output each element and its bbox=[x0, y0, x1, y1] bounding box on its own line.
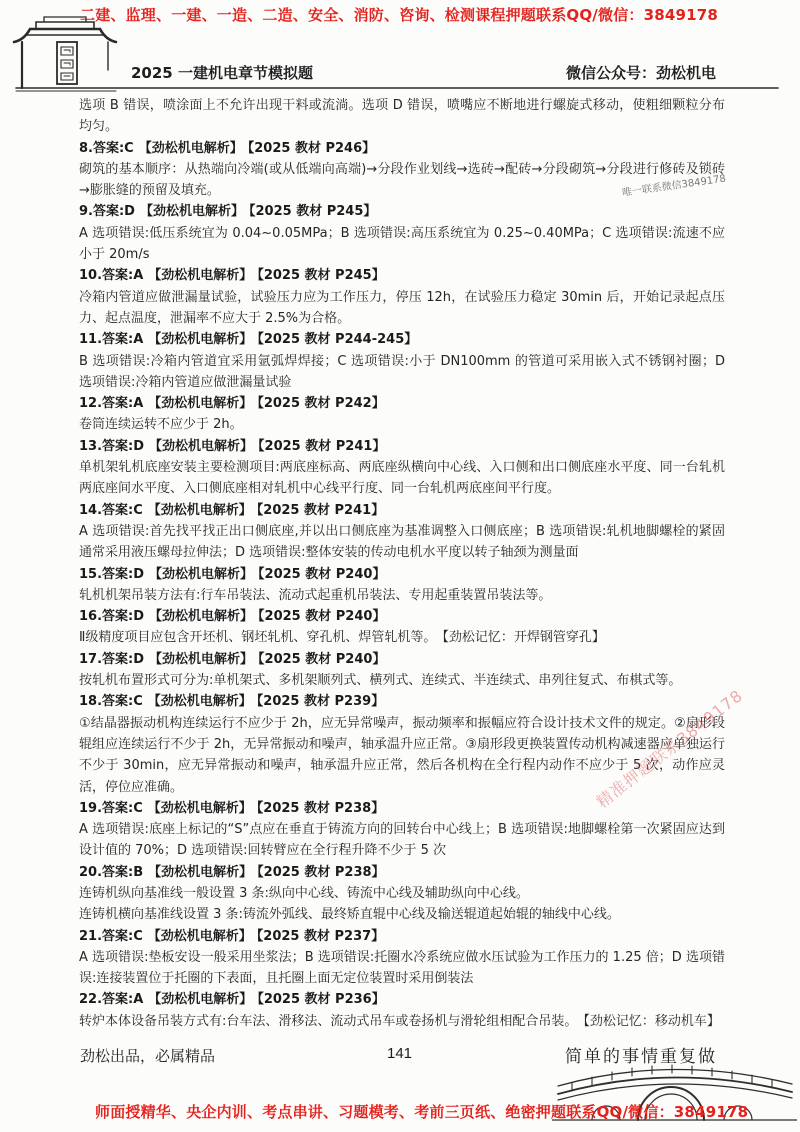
textbook-ref: 【2025 教材 P238】 bbox=[257, 864, 385, 880]
answer-label: 21.答案:C bbox=[79, 928, 143, 944]
answer-label: 18.答案:C bbox=[79, 694, 143, 710]
intro-text: 选项 B 错误，喷涂面上不允许出现干料或流淌。选项 D 错误，喷嘴应不断地进行螺旋式移动，使粗细颗粒分布均匀。 bbox=[79, 98, 725, 135]
textbook-ref: 【2025 教材 P245】 bbox=[257, 268, 385, 284]
intro-paragraph bbox=[79, 95, 725, 138]
watermark-diagonal: 精准押题联系3849178 bbox=[592, 685, 747, 812]
answer-explanation bbox=[79, 351, 725, 394]
answer-heading bbox=[79, 138, 725, 159]
textbook-ref: 【2025 教材 P242】 bbox=[257, 396, 385, 412]
top-promo-banner: 二建、监理、一建、一造、二造、安全、消防、咨询、检测课程押题联系QQ/微信：3849178 bbox=[80, 6, 719, 24]
answer-heading bbox=[79, 862, 725, 883]
analysis-tag: 【劲松机电解析】 bbox=[147, 694, 252, 710]
answer-heading bbox=[79, 436, 725, 457]
explanation-text: B 选项错误:冷箱内管道宜采用氩弧焊焊接；C 选项错误:小于 DN100mm 的管道可采用嵌入式不锈钢衬圈；D 选项错误:冷箱内管道应做泄漏量试验 bbox=[79, 353, 725, 390]
answer-block bbox=[79, 798, 725, 862]
answer-block bbox=[79, 564, 725, 607]
textbook-ref: 【2025 教材 P240】 bbox=[258, 609, 386, 625]
analysis-tag: 【劲松机电解析】 bbox=[148, 268, 253, 284]
answer-explanation bbox=[79, 904, 725, 925]
answer-label: 20.答案:B bbox=[79, 864, 144, 880]
textbook-ref: 【2025 教材 P239】 bbox=[256, 694, 385, 710]
answer-block bbox=[79, 862, 725, 926]
analysis-tag: 【劲松机电解析】 bbox=[147, 928, 252, 944]
answer-block bbox=[79, 649, 725, 692]
answer-label: 22.答案:A bbox=[79, 992, 144, 1008]
textbook-ref: 【2025 教材 P238】 bbox=[256, 800, 385, 816]
answer-block bbox=[79, 436, 725, 500]
bottom-promo-banner: 师面授精华、央企内训、考点串讲、习题模考、考前三页纸、绝密押题联系QQ/微信：3849178 bbox=[95, 1103, 749, 1121]
analysis-tag: 【劲松机电解析】 bbox=[138, 140, 243, 156]
explanation-text: 按轧机布置形式可分为:单机架式、多机架顺列式、横列式、连续式、半连续式、串列往复式、布棋式等。 bbox=[79, 673, 682, 689]
textbook-ref: 【2025 教材 P236】 bbox=[257, 992, 385, 1008]
textbook-ref: 【2025 教材 P241】 bbox=[256, 502, 385, 518]
answer-block bbox=[79, 393, 725, 436]
page-title: 2025 一建机电章节模拟题 bbox=[131, 64, 313, 82]
answer-block bbox=[79, 201, 725, 265]
answer-heading bbox=[79, 329, 725, 350]
analysis-tag: 【劲松机电解析】 bbox=[148, 396, 253, 412]
answer-explanation bbox=[79, 627, 725, 648]
answer-label: 17.答案:D bbox=[79, 651, 145, 667]
answer-label: 16.答案:D bbox=[79, 609, 145, 625]
analysis-tag: 【劲松机电解析】 bbox=[148, 864, 253, 880]
analysis-tag: 【劲松机电解析】 bbox=[147, 800, 252, 816]
explanation-text: A 选项错误:首先找平找正出口侧底座,并以出口侧底座为基准调整入口侧底座；B 选项错误:轧机地脚螺栓的紧固通常采用液压螺母拉伸法；D 选项错误:整体安装的传动电机水平度以转子轴颈为测量面 bbox=[79, 523, 725, 561]
textbook-ref: 【2025 教材 P240】 bbox=[258, 566, 386, 582]
answer-explanation bbox=[79, 883, 725, 904]
answer-heading bbox=[79, 989, 725, 1010]
answer-block bbox=[79, 329, 725, 393]
analysis-tag: 【劲松机电解析】 bbox=[139, 204, 244, 220]
answer-heading bbox=[79, 564, 725, 585]
explanation-text: 砌筑的基本顺序：从热端向冷端(或从低端向高端)→分段作业划线→选砖→配砖→分段砌筑→分段进行修砖及锁砖→膨胀缝的预留及填充。 bbox=[79, 161, 725, 199]
analysis-tag: 【劲松机电解析】 bbox=[147, 502, 252, 518]
analysis-tag: 【劲松机电解析】 bbox=[149, 566, 254, 582]
answer-explanation bbox=[79, 1011, 725, 1032]
explanation-text: A 选项错误:底座上标记的“S”点应在垂直于铸流方向的回转台中心线上；B 选项错误:地脚螺栓第一次紧固应达到设计值的 70%；D 选项错误:回转臂应在全行程升降不少于 5 次 bbox=[79, 822, 725, 859]
textbook-ref: 【2025 教材 P246】 bbox=[247, 140, 376, 156]
answer-label: 11.答案:A bbox=[79, 332, 144, 348]
answer-block bbox=[79, 500, 725, 564]
explanation-text: 单机架轧机底座安装主要检测项目:两底座标高、两底座纵横向中心线、入口侧和出口侧底座水平度、同一台轧机两底座间水平度、入口侧底座相对轧机中心线平行度、同一台轧机两底座间平行度。 bbox=[79, 460, 725, 497]
analysis-tag: 【劲松机电解析】 bbox=[149, 651, 254, 667]
answer-explanation bbox=[79, 287, 725, 330]
explanation-text: ①结晶器振动机构连续运行不应少于 2h，应无异常噪声，振动频率和振幅应符合设计技术文件的规定。②扇形段辊组应连续运行不少于 2h，无异常振动和噪声，轴承温升应正常。③扇形段更换装置传动机构减速器应单独运行不少于 30min，应无异常振动和噪声，轴承温升应正常，然后各机构在全行程内动作不应少于 5 次，动作应灵活，停位应准确。 bbox=[79, 715, 725, 795]
answer-label: 9.答案:D bbox=[79, 204, 135, 220]
textbook-ref: 【2025 教材 P245】 bbox=[249, 204, 377, 220]
answer-explanation bbox=[79, 521, 725, 564]
page-number: 141 bbox=[387, 1045, 413, 1062]
analysis-tag: 【劲松机电解析】 bbox=[148, 332, 253, 348]
explanation-text: 冷箱内管道应做泄漏量试验，试验压力应为工作压力，停压 12h，在试验压力稳定 30min 后，开始记录起点压力、起点温度，泄漏率不应大于 2.5%为合格。 bbox=[79, 289, 725, 326]
explanation-text: 连铸机横向基准线设置 3 条:铸流外弧线、最终矫直辊中心线及输送辊道起始辊的轴线中心线。 bbox=[79, 907, 620, 923]
analysis-tag: 【劲松机电解析】 bbox=[149, 438, 254, 454]
analysis-tag: 【劲松机电解析】 bbox=[149, 609, 254, 625]
answer-heading bbox=[79, 265, 725, 286]
explanation-text: 转炉本体设备吊装方式有:台车法、滑移法、流动式吊车或卷扬机与滑轮组相配合吊装。 bbox=[79, 1013, 578, 1029]
textbook-ref: 【2025 教材 P241】 bbox=[258, 438, 386, 454]
textbook-ref: 【2025 教材 P240】 bbox=[258, 651, 386, 667]
wechat-account-label: 微信公众号：劲松机电 bbox=[566, 64, 717, 82]
answer-heading bbox=[79, 926, 725, 947]
watermark-small: 唯一联系微信3849178 bbox=[621, 173, 727, 199]
answer-explanation bbox=[79, 414, 725, 435]
analysis-tag: 【劲松机电解析】 bbox=[148, 992, 253, 1008]
answer-label: 19.答案:C bbox=[79, 800, 143, 816]
answer-heading bbox=[79, 393, 725, 414]
explanation-text: Ⅱ级精度项目应包含开坯机、钢坯轧机、穿孔机、焊管轧机等。 bbox=[79, 630, 437, 646]
explanation-text: 卷筒连续运转不应少于 2h。 bbox=[79, 417, 243, 433]
answer-block bbox=[79, 926, 725, 990]
textbook-ref: 【2025 教材 P244-245】 bbox=[257, 332, 418, 348]
chinese-gateway-icon bbox=[0, 0, 800, 100]
answer-label: 8.答案:C bbox=[79, 140, 134, 156]
answer-heading bbox=[79, 606, 725, 627]
explanation-text: A 选项错误:垫板安设一般采用坐浆法；B 选项错误:托圈水冷系统应做水压试验为工作压力的 1.25 倍；D 选项错误:连接装置位于托圈的下表面，且托圈上面无定位装置时采用倒装法 bbox=[79, 949, 725, 987]
answer-heading bbox=[79, 691, 725, 712]
explanation-text: 连铸机纵向基准线一般设置 3 条:纵向中心线、铸流中心线及辅助纵向中心线。 bbox=[79, 885, 529, 901]
textbook-ref: 【2025 教材 P237】 bbox=[256, 928, 385, 944]
answer-heading bbox=[79, 500, 725, 521]
explanation-text: A 选项错误:低压系统宜为 0.04~0.05MPa；B 选项错误:高压系统宜为 0.25~0.40MPa；C 选项错误:流速不应小于 20m/s bbox=[79, 225, 725, 263]
answer-block bbox=[79, 606, 725, 649]
answer-explanation bbox=[79, 223, 725, 266]
answer-explanation bbox=[79, 947, 725, 990]
answer-explanation bbox=[79, 819, 725, 862]
answer-label: 14.答案:C bbox=[79, 502, 143, 518]
memory-tip: 【劲松记忆：开焊钢管穿孔】 bbox=[442, 630, 605, 646]
answer-block bbox=[79, 265, 725, 329]
memory-tip: 【劲松记忆：移动机车】 bbox=[583, 1013, 720, 1029]
footer-slogan-left: 劲松出品，必属精品 bbox=[80, 1047, 216, 1065]
answer-label: 13.答案:D bbox=[79, 438, 145, 454]
answer-content bbox=[79, 95, 725, 1032]
footer-slogan-right: 简单的事情重复做 bbox=[565, 1047, 717, 1067]
answer-label: 10.答案:A bbox=[79, 268, 144, 284]
answer-heading bbox=[79, 649, 725, 670]
answer-explanation bbox=[79, 670, 725, 691]
answer-heading bbox=[79, 201, 725, 222]
answer-explanation bbox=[79, 457, 725, 500]
explanation-text: 轧机机架吊装方法有:行车吊装法、流动式起重机吊装法、专用起重装置吊装法等。 bbox=[79, 587, 552, 603]
answer-label: 12.答案:A bbox=[79, 396, 144, 412]
answer-explanation bbox=[79, 585, 725, 606]
answer-heading bbox=[79, 798, 725, 819]
answer-label: 15.答案:D bbox=[79, 566, 145, 582]
answer-block bbox=[79, 989, 725, 1032]
